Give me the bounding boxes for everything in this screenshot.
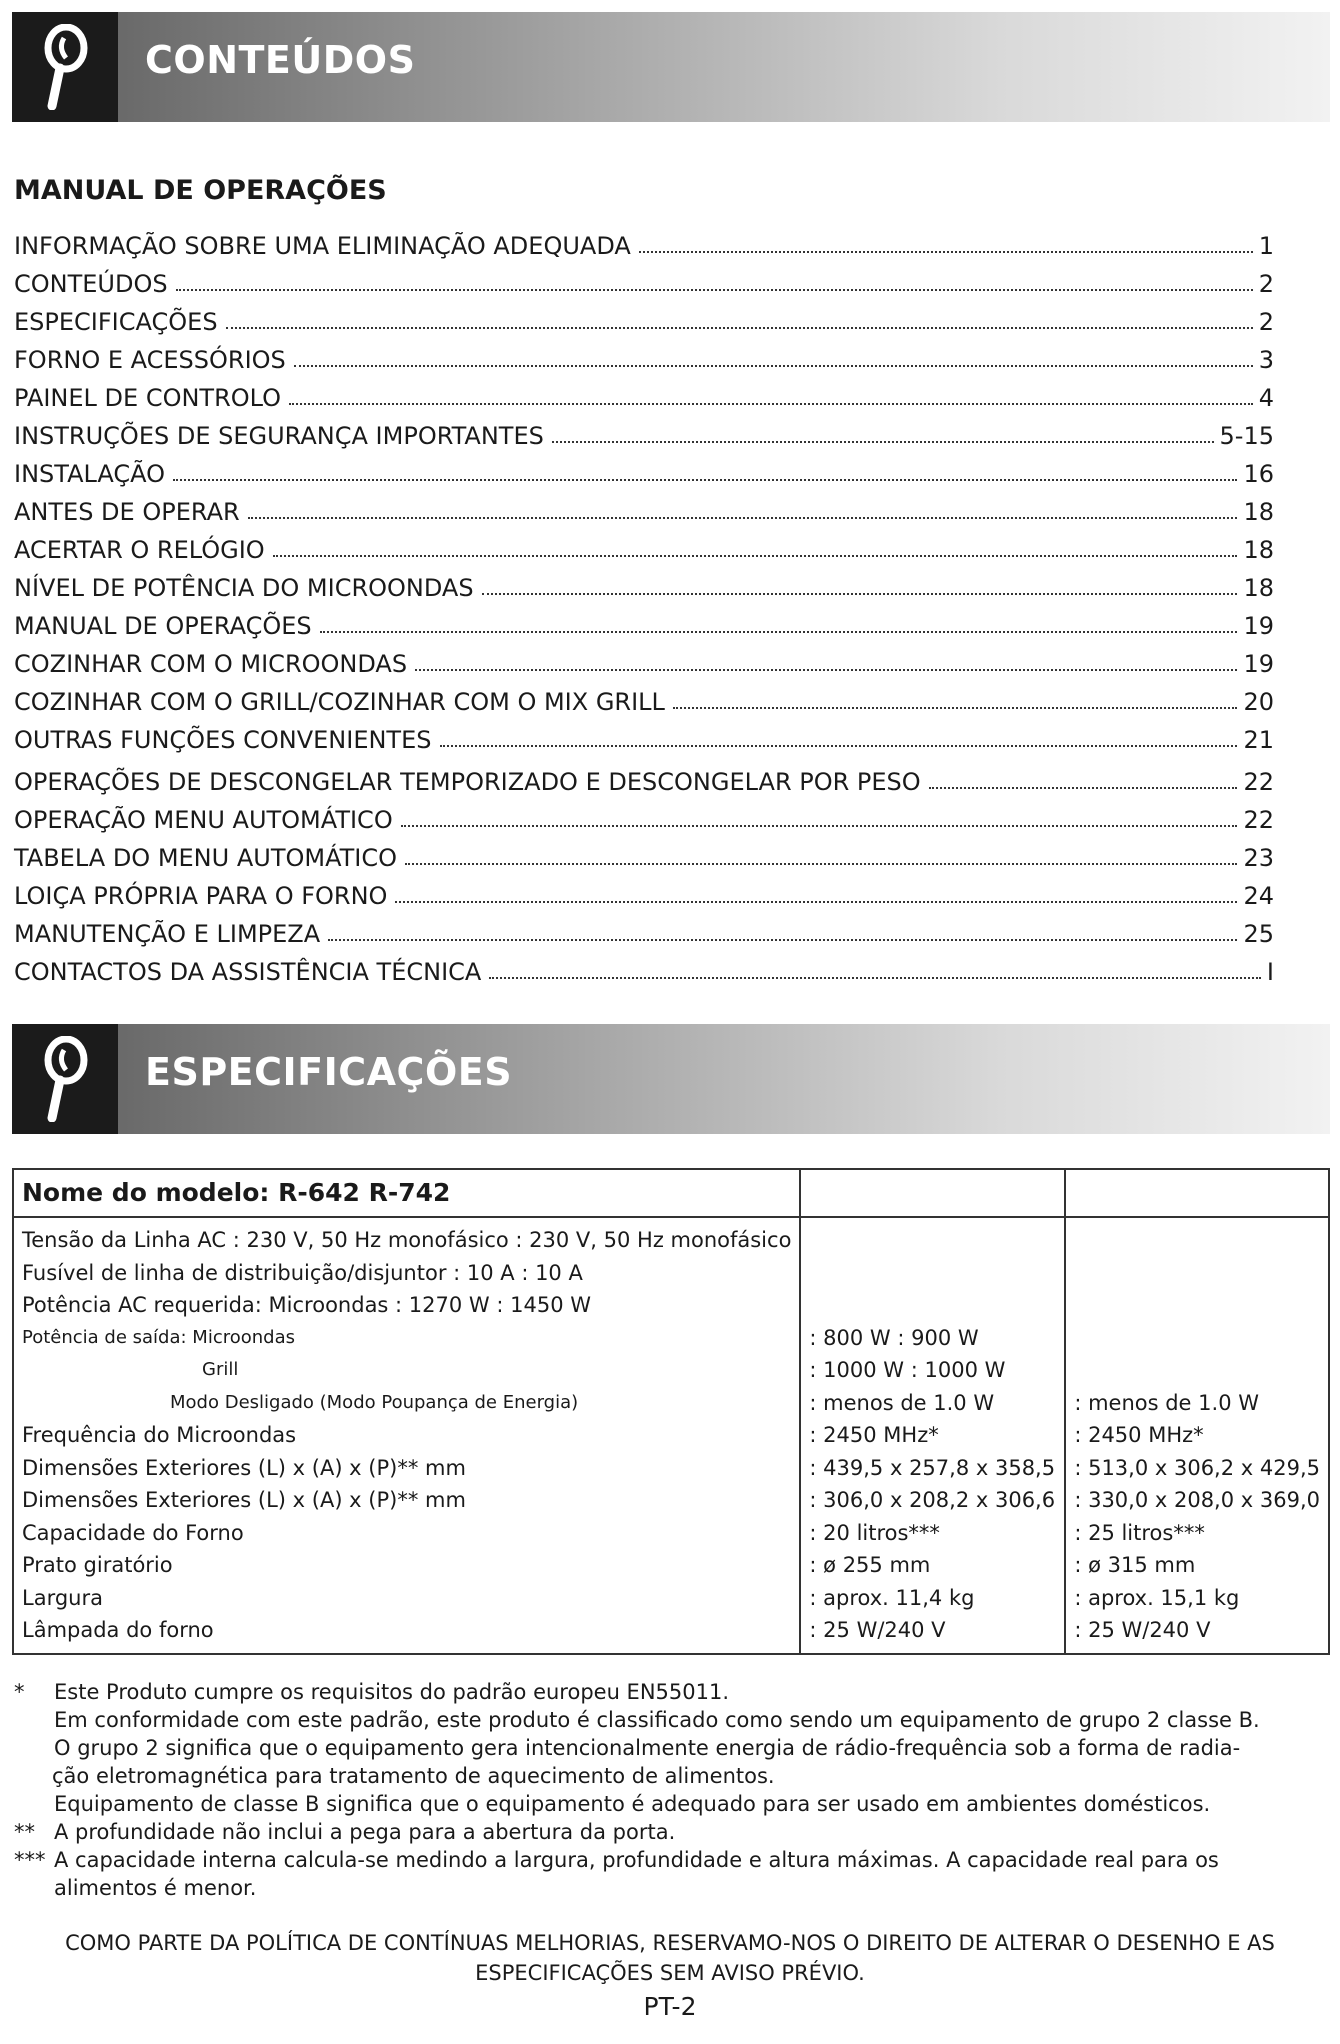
footnote-line: O grupo 2 significa que o equipamento gera intencionalmente energia de rádio-frequência sob a forma de radia- (54, 1736, 1241, 1760)
spec-cell: : menos de 1.0 W (1074, 1390, 1259, 1415)
toc-item-label: MANUAL DE OPERAÇÕES (14, 612, 312, 640)
toc-dot-leader (395, 901, 1237, 903)
toc-item-page: 19 (1243, 650, 1274, 678)
specifications-table (12, 1168, 1330, 1655)
model-name-cell (13, 1169, 800, 1217)
spec-cell: Modo Desligado (Modo Poupança de Energia) (170, 1391, 579, 1413)
spec-cell (1074, 1322, 1320, 1355)
toc-item (14, 298, 1274, 336)
toc-item-label: INSTRUÇÕES DE SEGURANÇA IMPORTANTES (14, 422, 544, 450)
table-of-contents (14, 222, 1274, 986)
toc-item-label: OUTRAS FUNÇÕES CONVENIENTES (14, 726, 432, 754)
contents-heading: MANUAL DE OPERAÇÕES (14, 175, 387, 206)
toc-item-label: OPERAÇÕES DE DESCONGELAR TEMPORIZADO E DESCONGELAR POR PESO (14, 768, 921, 796)
toc-dot-leader (273, 555, 1238, 557)
spec-cell: Fusível de linha de distribuição/disjuntor : 10 A : 10 A (22, 1260, 583, 1285)
toc-dot-leader (328, 939, 1237, 941)
spec-cell: : 800 W : 900 W (809, 1325, 979, 1350)
toc-item-label: NÍVEL DE POTÊNCIA DO MICROONDAS (14, 574, 474, 602)
spec-cell (809, 1257, 1056, 1290)
spec-cell: : 2450 MHz* (1074, 1423, 1204, 1447)
spec-cell: : 20 litros*** (809, 1520, 940, 1545)
toc-item-page: 2 (1258, 270, 1274, 298)
footnote-line: A profundidade não inclui a pega para a abertura da porta. (54, 1820, 676, 1844)
toc-item (14, 450, 1274, 488)
toc-dot-leader (673, 707, 1238, 709)
toc-item (14, 678, 1274, 716)
toc-dot-leader (489, 977, 1261, 979)
toc-dot-leader (415, 669, 1237, 671)
toc-item (14, 336, 1274, 374)
toc-item-page: 22 (1243, 768, 1274, 796)
toc-item (14, 526, 1274, 564)
toc-item-page: 3 (1258, 346, 1274, 374)
spec-cell: Dimensões Exteriores (L) x (A) x (P)** mm (22, 1455, 466, 1480)
toc-dot-leader (552, 441, 1214, 443)
spec-cell: Largura (22, 1585, 103, 1610)
toc-dot-leader (294, 365, 1253, 367)
spec-cell (1074, 1289, 1320, 1322)
table-header-row (13, 1169, 1329, 1217)
contents-title: CONTEÚDOS (145, 38, 416, 82)
toc-item-page: 25 (1243, 920, 1274, 948)
table-body-row (13, 1217, 1329, 1654)
spec-cell: : menos de 1.0 W (809, 1390, 995, 1415)
toc-dot-leader (405, 863, 1237, 865)
spec-cell: : 439,5 x 257,8 x 358,5 (809, 1455, 1056, 1480)
toc-item-page: I (1266, 958, 1274, 986)
toc-item-label: ANTES DE OPERAR (14, 498, 240, 526)
spec-cell: : 306,0 x 208,2 x 306,6 (809, 1488, 1056, 1512)
toc-item-label: PAINEL DE CONTROLO (14, 384, 282, 412)
spec-cell (809, 1289, 1056, 1322)
toc-item-label: CONTACTOS DA ASSISTÊNCIA TÉCNICA (14, 958, 482, 986)
toc-item-label: OPERAÇÃO MENU AUTOMÁTICO (14, 806, 393, 834)
toc-item (14, 754, 1274, 796)
contents-banner (12, 12, 1330, 122)
toc-item (14, 872, 1274, 910)
toc-item-label: MANUTENÇÃO E LIMPEZA (14, 920, 321, 948)
toc-item (14, 910, 1274, 948)
toc-item-page: 23 (1243, 844, 1274, 872)
specs-banner (12, 1024, 1330, 1134)
toc-item (14, 488, 1274, 526)
info-magnifier-icon (34, 1036, 96, 1122)
toc-item-label: COZINHAR COM O GRILL/COZINHAR COM O MIX GRILL (14, 688, 665, 716)
spec-labels-column (13, 1217, 800, 1654)
spec-cell: : 25 W/240 V (1074, 1618, 1211, 1642)
toc-item-label: COZINHAR COM O MICROONDAS (14, 650, 408, 678)
header-cell-r642 (800, 1169, 1065, 1217)
disclaimer-line: COMO PARTE DA POLÍTICA DE CONTÍNUAS MELHORIAS, RESERVAMO-NOS O DIREITO DE ALTERAR O DESENHO E AS (65, 1931, 1275, 1955)
toc-dot-leader (289, 403, 1253, 405)
specs-title: ESPECIFICAÇÕES (145, 1050, 513, 1094)
spec-cell: : aprox. 15,1 kg (1074, 1585, 1240, 1610)
toc-item-label: LOIÇA PRÓPRIA PARA O FORNO (14, 882, 388, 910)
toc-item-page: 2 (1258, 308, 1274, 336)
spec-cell: : ø 255 mm (809, 1553, 931, 1577)
footnote (14, 1678, 1324, 1818)
toc-item (14, 412, 1274, 450)
footnote-line: alimentos é menor. (54, 1876, 257, 1900)
footnote-line: Este Produto cumpre os requisitos do padrão europeu EN55011. (54, 1680, 730, 1704)
spec-cell: Dimensões Exteriores (L) x (A) x (P)** mm (22, 1488, 466, 1512)
spec-r642-column (800, 1217, 1065, 1654)
toc-item (14, 716, 1274, 754)
toc-item-page: 5-15 (1219, 422, 1274, 450)
spec-r742-column (1065, 1217, 1329, 1654)
toc-item-label: CONTEÚDOS (14, 270, 168, 298)
toc-item-page: 18 (1243, 536, 1274, 564)
toc-item-label: TABELA DO MENU AUTOMÁTICO (14, 844, 398, 872)
footnote-line: Equipamento de classe B significa que o equipamento é adequado para ser usado em ambientes domésticos. (54, 1792, 1211, 1816)
toc-item-label: FORNO E ACESSÓRIOS (14, 346, 286, 374)
toc-item-label: ACERTAR O RELÓGIO (14, 536, 265, 564)
spec-cell: Prato giratório (22, 1553, 173, 1577)
toc-item (14, 564, 1274, 602)
spec-cell: : 25 W/240 V (809, 1618, 946, 1642)
toc-dot-leader (929, 787, 1238, 789)
toc-item-page: 21 (1243, 726, 1274, 754)
toc-item-label: ESPECIFICAÇÕES (14, 308, 218, 336)
banner-icon-box (12, 12, 118, 122)
toc-item-page: 18 (1243, 574, 1274, 602)
spec-cell: : 330,0 x 208,0 x 369,0 (1074, 1488, 1320, 1512)
spec-cell: : 513,0 x 306,2 x 429,5 (1074, 1455, 1320, 1480)
toc-dot-leader (173, 479, 1237, 481)
spec-cell: Tensão da Linha AC : 230 V, 50 Hz monofásico : 230 V, 50 Hz monofásico (22, 1228, 792, 1252)
toc-item (14, 948, 1274, 986)
page-number: PT-2 (643, 1992, 697, 2021)
spec-cell (1074, 1354, 1320, 1387)
footnote-mark: * (14, 1680, 25, 1704)
spec-cell: : 2450 MHz* (809, 1423, 939, 1447)
footnote-line: Em conformidade com este padrão, este produto é classificado como sendo um equipamento de grupo 2 classe B. (54, 1708, 1260, 1732)
banner-icon-box (12, 1024, 118, 1134)
toc-item-page: 4 (1258, 384, 1274, 412)
footnote-line: ção eletromagnética para tratamento de aquecimento de alimentos. (52, 1764, 775, 1788)
toc-item (14, 260, 1274, 298)
footnote (14, 1818, 1324, 1846)
toc-item-page: 1 (1258, 232, 1274, 260)
toc-item-label: INSTALAÇÃO (14, 460, 166, 488)
spec-cell: Potência de saída: Microondas (22, 1326, 295, 1348)
toc-dot-leader (320, 631, 1238, 633)
toc-item (14, 222, 1274, 260)
spec-cell: : 25 litros*** (1074, 1520, 1205, 1545)
toc-item (14, 602, 1274, 640)
toc-item-page: 24 (1243, 882, 1274, 910)
toc-dot-leader (401, 825, 1238, 827)
toc-dot-leader (440, 745, 1238, 747)
toc-item (14, 796, 1274, 834)
toc-item (14, 640, 1274, 678)
toc-dot-leader (176, 289, 1253, 291)
toc-dot-leader (226, 327, 1253, 329)
info-magnifier-icon (34, 24, 96, 110)
footnote (14, 1846, 1324, 1902)
toc-item-page: 19 (1243, 612, 1274, 640)
header-cell-r742 (1065, 1169, 1329, 1217)
toc-item-page: 20 (1243, 688, 1274, 716)
spec-cell: Grill (202, 1359, 239, 1380)
footnotes (14, 1678, 1324, 1902)
spec-cell: Frequência do Microondas (22, 1423, 297, 1447)
spec-cell: : 1000 W : 1000 W (809, 1358, 1006, 1382)
spec-cell (1074, 1257, 1320, 1290)
spec-cell: Potência AC requerida: Microondas : 1270 W : 1450 W (22, 1293, 591, 1317)
toc-item-page: 18 (1243, 498, 1274, 526)
spec-cell: : aprox. 11,4 kg (809, 1585, 975, 1610)
footnote-mark: *** (14, 1848, 46, 1872)
model-name: Nome do modelo: R-642 R-742 (22, 1178, 451, 1207)
toc-dot-leader (248, 517, 1238, 519)
footnote-line: A capacidade interna calcula-se medindo a largura, profundidade e altura máximas. A capacidade real para os (54, 1848, 1219, 1872)
spec-cell: Capacidade do Forno (22, 1520, 244, 1545)
toc-item-page: 22 (1243, 806, 1274, 834)
spec-cell (809, 1224, 1056, 1257)
toc-dot-leader (639, 251, 1253, 253)
disclaimer-line: ESPECIFICAÇÕES SEM AVISO PRÉVIO. (475, 1961, 865, 1985)
spec-cell: : ø 315 mm (1074, 1553, 1196, 1577)
disclaimer (20, 1928, 1320, 1988)
footnote-mark: ** (14, 1820, 35, 1844)
toc-item-label: INFORMAÇÃO SOBRE UMA ELIMINAÇÃO ADEQUADA (14, 232, 631, 260)
toc-item (14, 834, 1274, 872)
toc-item (14, 374, 1274, 412)
spec-cell: Lâmpada do forno (22, 1618, 214, 1642)
toc-dot-leader (482, 593, 1238, 595)
toc-item-page: 16 (1243, 460, 1274, 488)
spec-cell (1074, 1224, 1320, 1257)
